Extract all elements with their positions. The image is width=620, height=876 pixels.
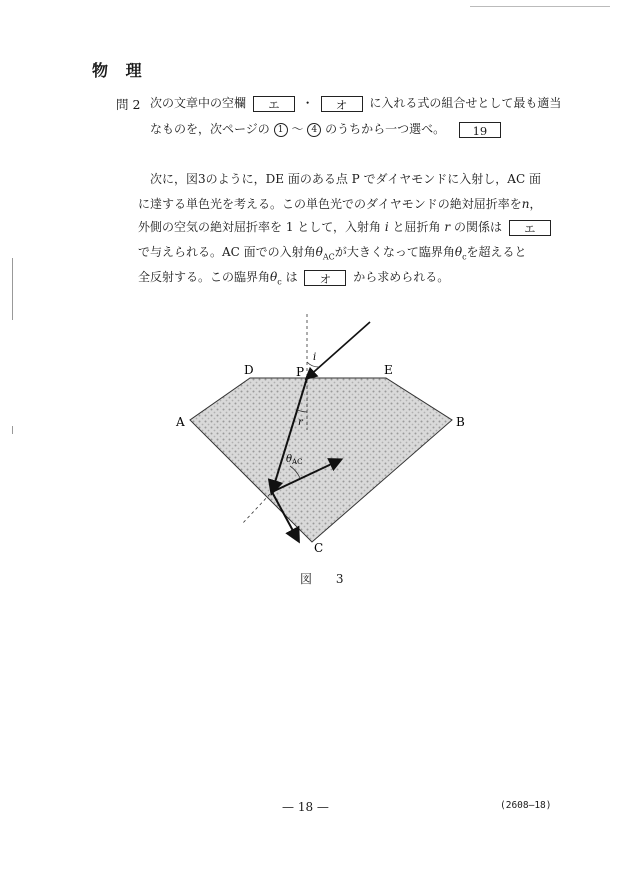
label-B: B bbox=[456, 415, 465, 429]
paragraph-text: 外側の空気の絶対屈折率を 1 として，入射角 bbox=[138, 220, 382, 234]
subject-heading: 物 理 bbox=[92, 61, 148, 80]
label-D: D bbox=[244, 363, 254, 377]
page-number: — 18 — bbox=[282, 800, 329, 814]
label-C: C bbox=[314, 541, 324, 555]
question-line-2 bbox=[150, 120, 504, 138]
paragraph-line bbox=[150, 170, 541, 187]
answer-number-box: 19 bbox=[459, 122, 501, 138]
blank-box-e: エ bbox=[253, 96, 295, 112]
page-code: (2608—18) bbox=[500, 800, 552, 811]
math-var: θ bbox=[454, 245, 463, 259]
label-P: P bbox=[296, 365, 305, 379]
paragraph-line bbox=[138, 195, 542, 212]
paragraph-line bbox=[138, 268, 449, 286]
question-line-1 bbox=[150, 94, 561, 112]
separator: ・ bbox=[301, 96, 314, 110]
paragraph-text: と屈折角 bbox=[392, 220, 441, 234]
paragraph-line bbox=[138, 218, 554, 236]
blank-box-e: エ bbox=[509, 220, 551, 236]
choice-number-circle: 1 bbox=[274, 123, 288, 137]
label-r: r bbox=[298, 417, 303, 428]
paragraph-line bbox=[138, 243, 527, 261]
paragraph-text: 全反射する。この臨界角 bbox=[138, 270, 271, 284]
figure-caption: 図 3 bbox=[300, 572, 354, 586]
question-text: 次の文章中の空欄 bbox=[150, 96, 247, 110]
label-i: i bbox=[313, 352, 317, 363]
math-subscript: c bbox=[462, 252, 467, 262]
math-var: θ bbox=[270, 270, 278, 284]
header-rule bbox=[470, 6, 610, 7]
choice-number-circle: 4 bbox=[307, 123, 321, 137]
label-theta: $\theta_{AC}$ bbox=[286, 454, 303, 466]
math-var: r bbox=[444, 220, 451, 234]
label-E: E bbox=[384, 363, 393, 377]
question-text: なものを，次ページの bbox=[150, 122, 270, 136]
blank-box-o: オ bbox=[304, 270, 346, 286]
paragraph-text: は bbox=[285, 270, 298, 284]
label-A: A bbox=[176, 415, 185, 429]
diamond-figure bbox=[160, 312, 480, 562]
question-text: に入れる式の組合せとして最も適当 bbox=[369, 96, 562, 110]
paragraph-text: から求められる。 bbox=[353, 270, 450, 284]
range-separator: ～ bbox=[291, 122, 304, 136]
paragraph-text: に達する単色光を考える。この単色光でのダイヤモンドの絶対屈折率を bbox=[138, 197, 522, 211]
incident-ray bbox=[307, 322, 370, 378]
paragraph-text: ， bbox=[529, 197, 542, 211]
math-subscript: AC bbox=[322, 252, 335, 262]
paragraph-text: の関係は bbox=[453, 220, 502, 234]
paragraph-text: を超えると bbox=[466, 245, 527, 259]
math-var: i bbox=[384, 220, 389, 234]
diamond-shape bbox=[190, 378, 452, 542]
extension-line-dashed bbox=[242, 494, 270, 524]
question-label: 問 2 bbox=[116, 97, 141, 112]
paragraph-text: 次に，図3のように，DE 面のある点 P でダイヤモンドに入射し，AC 面 bbox=[150, 172, 541, 186]
paragraph-text: で与えられる。AC 面での入射角 bbox=[138, 245, 316, 259]
margin-mark bbox=[12, 258, 13, 320]
paragraph-text: が大きくなって臨界角 bbox=[334, 245, 455, 259]
math-var: n bbox=[521, 197, 530, 211]
math-var: θ bbox=[315, 245, 323, 259]
margin-mark bbox=[12, 426, 13, 434]
math-subscript: c bbox=[277, 277, 282, 287]
blank-box-o: オ bbox=[321, 96, 363, 112]
question-text: のうちから一つ選べ。 bbox=[325, 122, 446, 136]
